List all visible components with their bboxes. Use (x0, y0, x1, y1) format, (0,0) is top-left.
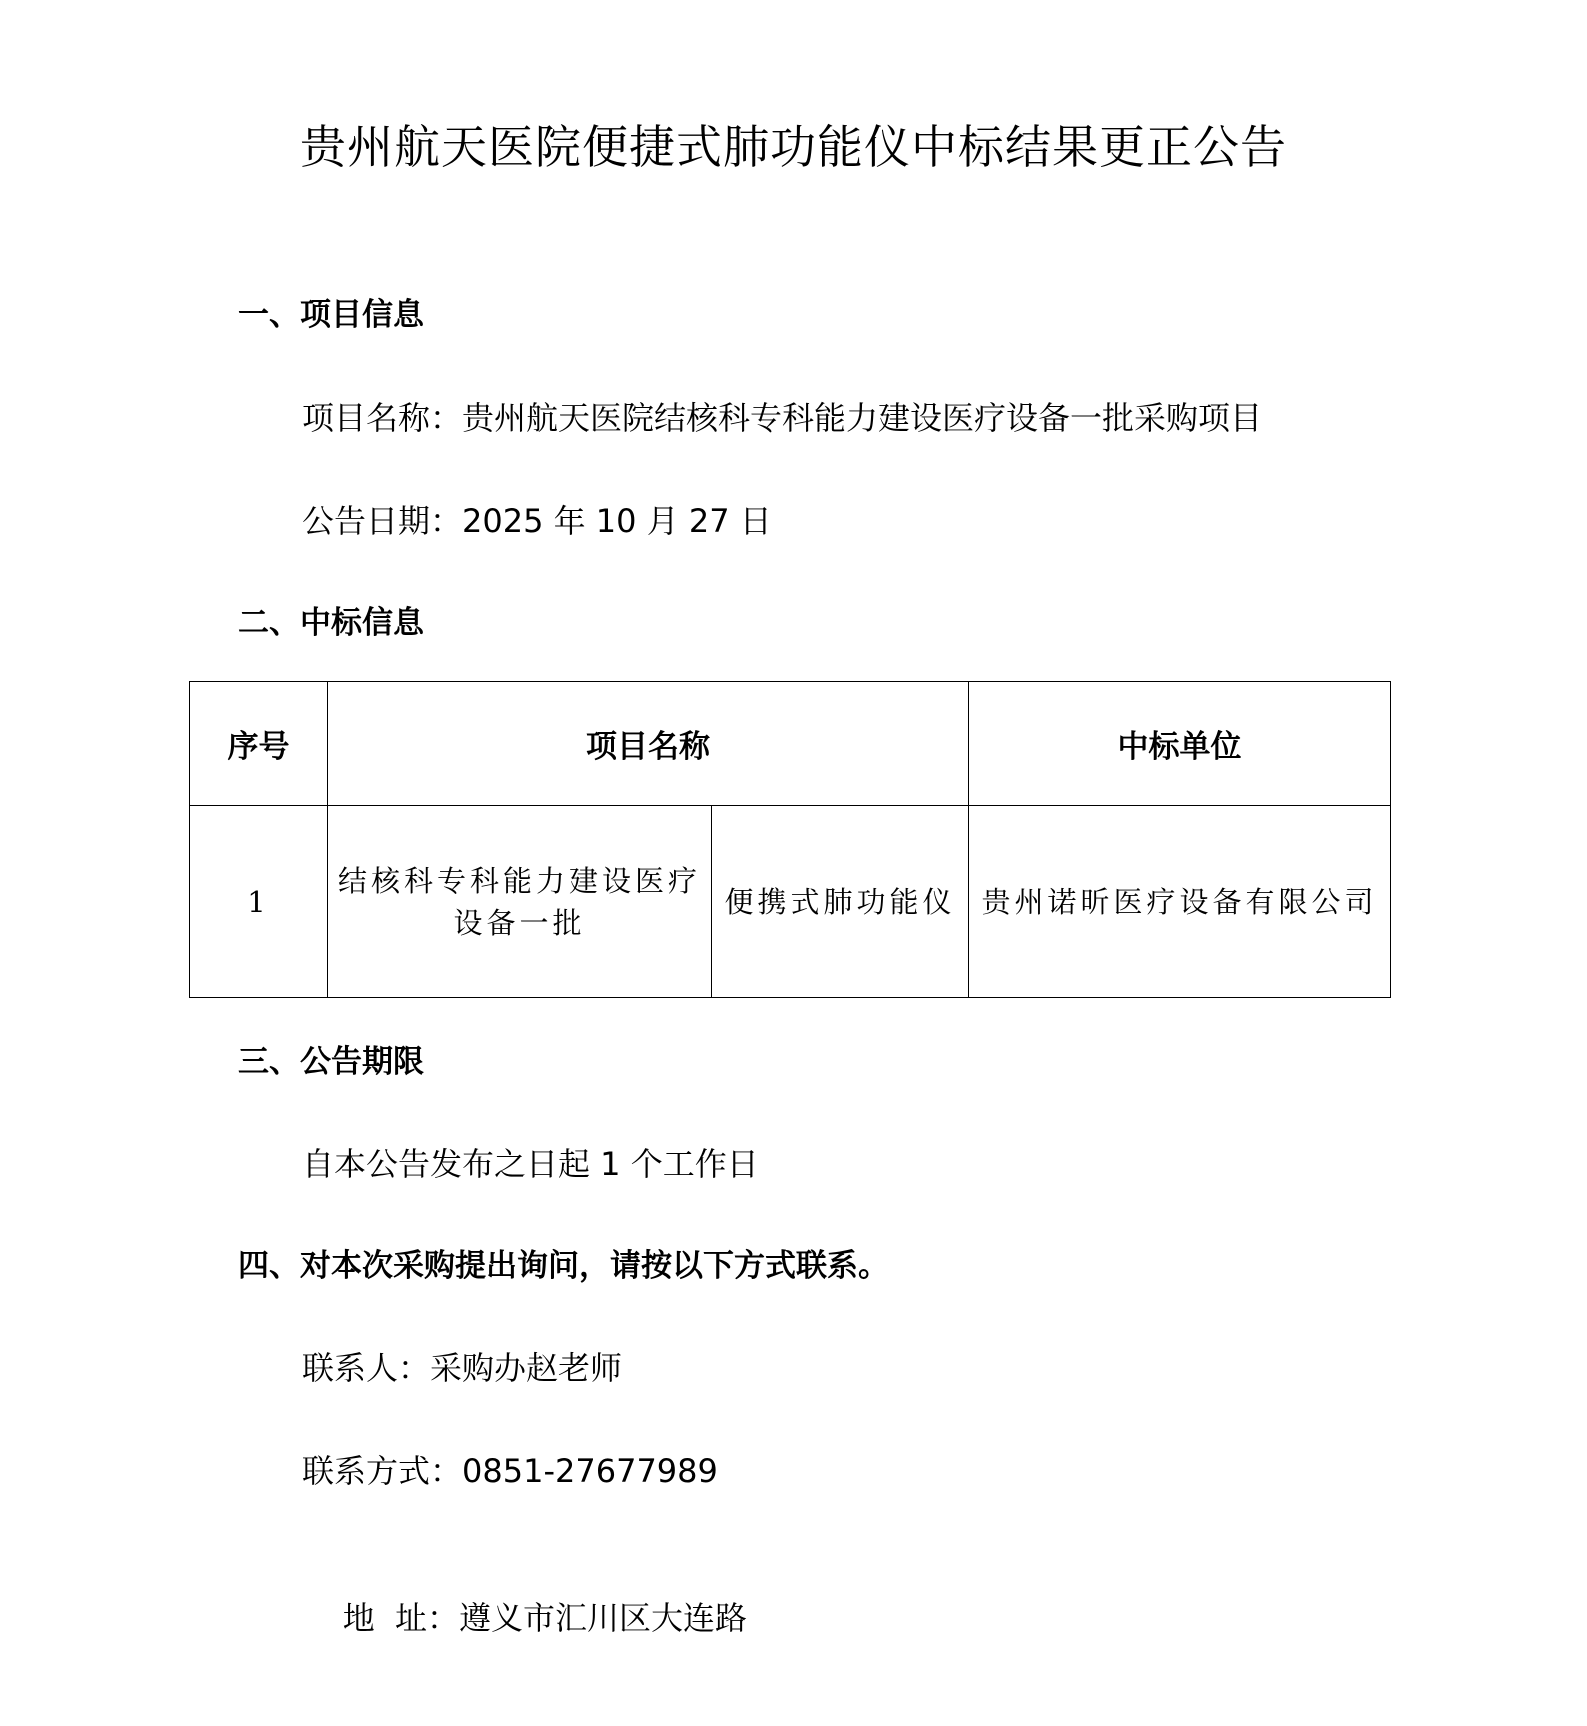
contact-person-value: 采购办赵老师 (430, 1349, 623, 1387)
contact-person-label: 联系人： (302, 1349, 431, 1387)
table-row (190, 806, 1391, 998)
cell-seq: 1 (190, 806, 328, 998)
contact-phone-line (302, 1449, 718, 1493)
contact-phone-value: 0851-27677989 (462, 1452, 718, 1490)
header-winner: 中标单位 (969, 682, 1391, 806)
section-heading-contact: 四、对本次采购提出询问，请按以下方式联系。 (238, 1248, 889, 1284)
table-header-row (190, 682, 1391, 806)
section-heading-project-info: 一、项目信息 (238, 297, 424, 333)
section-heading-period: 三、公告期限 (238, 1044, 424, 1080)
project-name-label: 项目名称： (302, 399, 463, 437)
address-value: 遵义市汇川区大连路 (459, 1599, 748, 1637)
contact-person-line (302, 1346, 622, 1390)
contact-phone-label: 联系方式： (302, 1452, 463, 1490)
header-seq: 序号 (190, 682, 328, 806)
cell-item-name: 结核科专科能力建设医疗设备一批 (328, 806, 712, 998)
announcement-date-line (302, 499, 772, 543)
project-name-line (302, 396, 1262, 440)
announcement-date-label: 公告日期： (302, 502, 463, 540)
bid-result-table (189, 681, 1391, 998)
cell-winner: 贵州诺昕医疗设备有限公司 (969, 806, 1391, 998)
section-heading-bid-info: 二、中标信息 (238, 605, 424, 641)
address-line (302, 1552, 747, 1684)
project-name-value: 贵州航天医院结核科专科能力建设医疗设备一批采购项目 (462, 399, 1263, 437)
page-title: 贵州航天医院便捷式肺功能仪中标结果更正公告 (300, 120, 1287, 174)
announcement-date-value: 2025 年 10 月 27 日 (462, 502, 772, 540)
header-project-name: 项目名称 (328, 682, 969, 806)
cell-product: 便携式肺功能仪 (712, 806, 969, 998)
period-text: 自本公告发布之日起 1 个工作日 (302, 1145, 759, 1183)
address-label: 地 址： (342, 1599, 460, 1637)
